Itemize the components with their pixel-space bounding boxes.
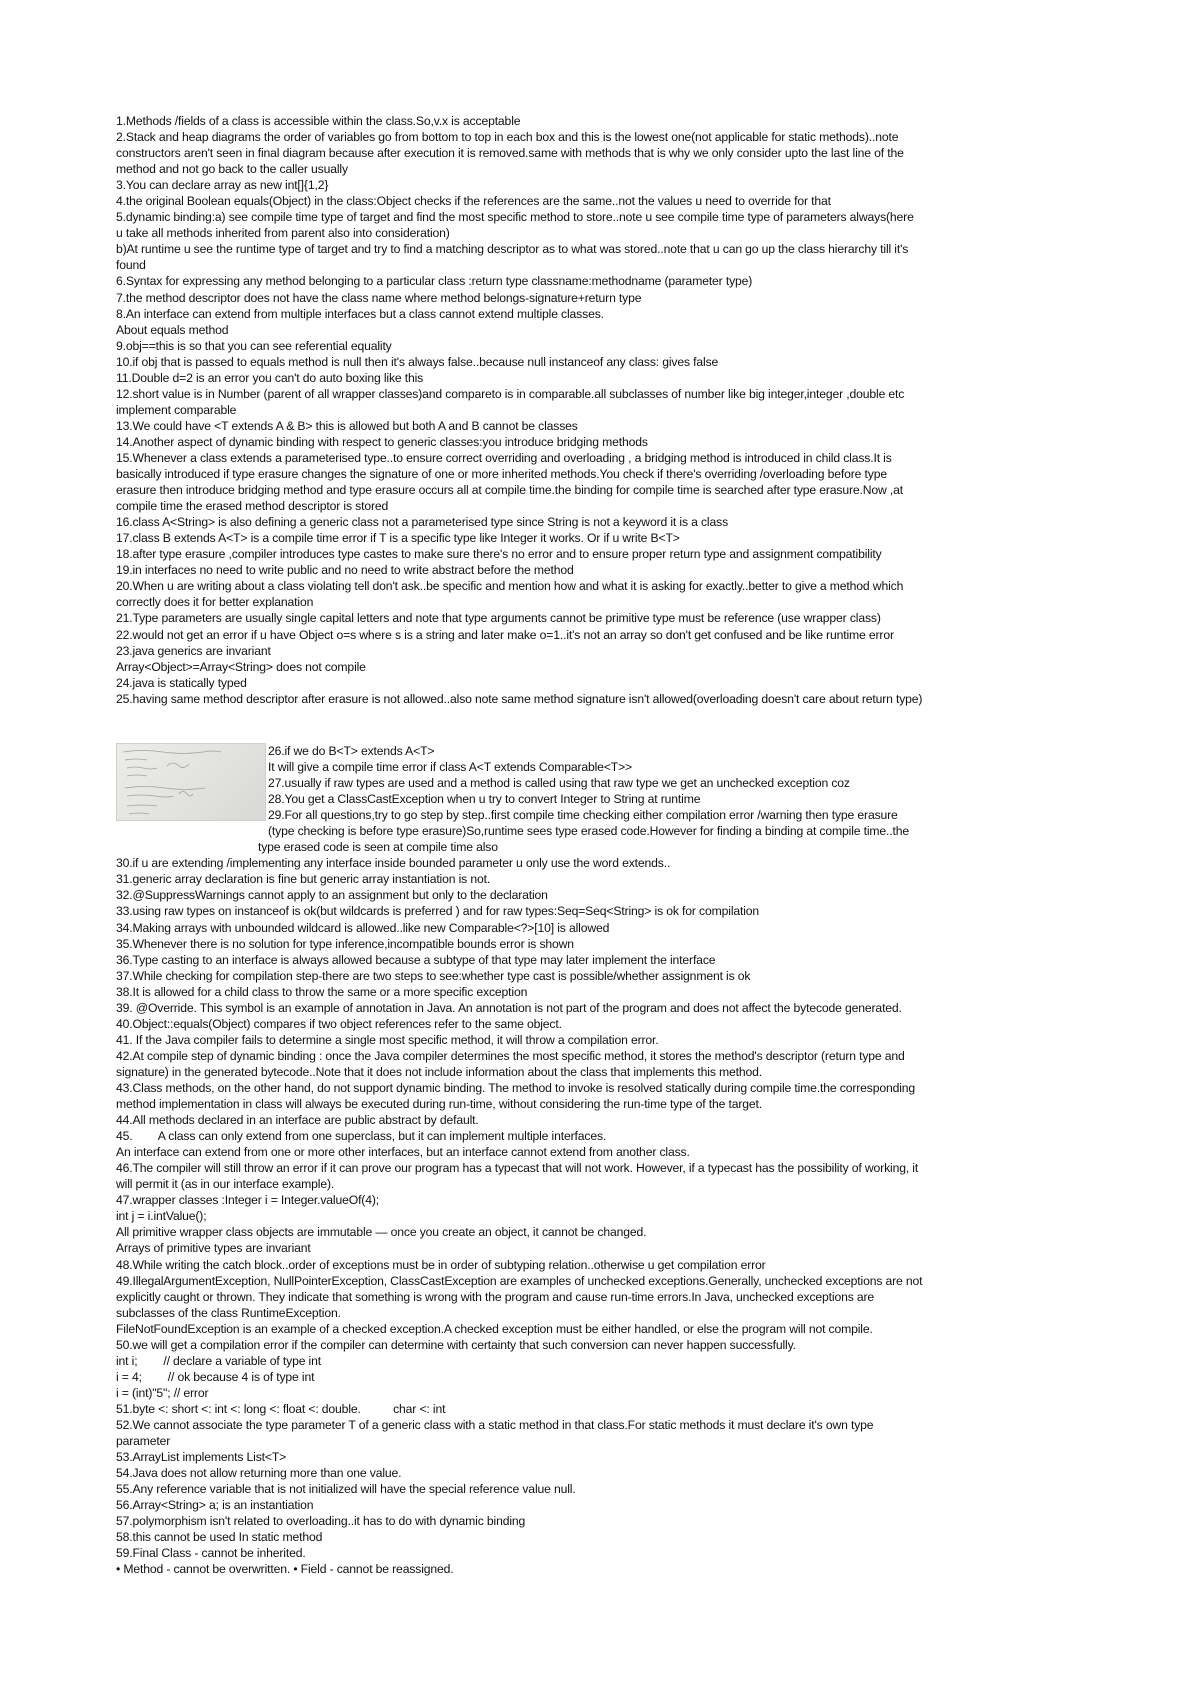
note-line: 27.usually if raw types are used and a method is called using that raw type we get an unchecked exception coz (268, 776, 850, 791)
note-line: 19.in interfaces no need to write public and no need to write abstract before the method (116, 563, 574, 578)
note-line: 41. If the Java compiler fails to determine a single most specific method, it will throw a compilation error. (116, 1032, 659, 1047)
note-line: int j = i.intValue(); (116, 1209, 207, 1224)
note-line: type erased code is seen at compile time also (258, 840, 498, 855)
note-line: 53.ArrayList implements List<T> (116, 1450, 287, 1465)
note-line: will permit it (as in our interface example). (116, 1177, 335, 1192)
note-heading: About equals method (116, 322, 229, 337)
note-line: 34.Making arrays with unbounded wildcard is allowed..like new Comparable<?>[10] is allowed (116, 920, 610, 935)
note-line: 8.An interface can extend from multiple interfaces but a class cannot extend multiple classes. (116, 306, 604, 321)
note-line: subclasses of the class RuntimeException. (116, 1305, 341, 1320)
note-line: signature) in the generated bytecode..Note that it does not include information about the class that implements this method. (116, 1064, 763, 1079)
note-line: 15.Whenever a class extends a parameterised type..to ensure correct overriding and overloading , a bridging method is introduced in child class.It is (116, 450, 892, 465)
note-line: 24.java is statically typed (116, 675, 247, 690)
note-line: 12.short value is in Number (parent of all wrapper classes)and compareto is in comparable.all subclasses of number like big integer,integer ,double etc (116, 386, 905, 401)
notes-block-1 (116, 113, 1088, 707)
note-line: 49.IllegalArgumentException, NullPointerException, ClassCastException are examples of unchecked exceptions.Generally, unchecked exceptions are not (116, 1273, 923, 1288)
note-line: 32.@SuppressWarnings cannot apply to an assignment but only to the declaration (116, 888, 548, 903)
note-line: constructors aren't seen in final diagram because after execution it is removed.same with methods that is why we only consider upto the last line of the (116, 146, 904, 161)
note-line: 50.we will get a compilation error if the compiler can determine with certainty that such conversion can never happen successfully. (116, 1337, 796, 1352)
note-line: 2.Stack and heap diagrams the order of variables go from bottom to top in each box and this is the lowest one(not applicable for static methods)..note (116, 130, 899, 145)
note-line: implement comparable (116, 402, 237, 417)
note-line: 51.byte <: short <: int <: long <: float <: double. char <: int (116, 1401, 446, 1416)
code-line: int i; // declare a variable of type int (116, 1353, 321, 1368)
note-line: 26.if we do B<T> extends A<T> (268, 744, 435, 758)
note-line: explicitly caught or thrown. They indicate that something is wrong with the program and cause run-time errors.In Java, unchecked exceptions are (116, 1289, 875, 1304)
note-line: 43.Class methods, on the other hand, do not support dynamic binding. The method to invoke is resolved statically during compile time.the corresponding (116, 1080, 916, 1095)
note-line: 25.having same method descriptor after erasure is not allowed..also note same method signature isn't allowed(overloading doesn't care about return type) (116, 691, 923, 706)
note-line: 35.Whenever there is no solution for type inference,incompatible bounds error is shown (116, 936, 574, 951)
note-line: parameter (116, 1434, 171, 1449)
note-line: 22.would not get an error if u have Object o=s where s is a string and later make o=1..it's not an array so don't get confused and be like runtime error (116, 627, 894, 642)
note-line: FileNotFoundException is an example of a checked exception.A checked exception must be either handled, or else the program will not compile. (116, 1321, 873, 1336)
note-line: 11.Double d=2 is an error you can't do auto boxing like this (116, 370, 424, 385)
note-line: 52.We cannot associate the type parameter T of a generic class with a static method in that class.For static methods it must declare it's own type (116, 1417, 874, 1432)
note-line: 3.You can declare array as new int[]{1,2} (116, 178, 329, 193)
note-line: 10.if obj that is passed to equals method is null then it's always false..because null instanceof any class: gives false (116, 354, 719, 369)
note-line: 45. A class can only extend from one superclass, but it can implement multiple interfaces. (116, 1129, 607, 1144)
note-line: 38.It is allowed for a child class to throw the same or a more specific exception (116, 984, 528, 999)
note-line: 56.Array<String> a; is an instantiation (116, 1498, 314, 1513)
note-line: 18.after type erasure ,compiler introduces type castes to make sure there's no error and to ensure proper return type and assignment compatibility (116, 547, 882, 562)
note-line: 5.dynamic binding:a) see compile time type of target and find the most specific method to store..note u see compile time type of parameters always(here (116, 210, 914, 225)
note-line: 13.We could have <T extends A & B> this is allowed but both A and B cannot be classes (116, 418, 578, 433)
note-line: Array<Object>=Array<String> does not compile (116, 659, 366, 674)
note-line: An interface can extend from one or more other interfaces, but an interface cannot extend from another class. (116, 1145, 690, 1160)
note-line: 31.generic array declaration is fine but generic array instantiation is not. (116, 872, 491, 887)
note-line: 20.When u are writing about a class violating tell don't ask..be specific and mention how and what it is asking for exactly..better to give a method which (116, 579, 904, 594)
note-line: 6.Syntax for expressing any method belonging to a particular class :return type classname:methodname (parameter type) (116, 274, 753, 289)
note-line: method implementation in class will always be executed during run-time, without considering the run-time type of the target. (116, 1097, 762, 1112)
notes-block-2 (116, 743, 1088, 1577)
note-line: u take all methods inherited from parent also into consideration) (116, 226, 450, 241)
note-line: 58.this cannot be used In static method (116, 1530, 323, 1545)
note-line: compile time the erased method descriptor is stored (116, 499, 389, 514)
note-line: (type checking is before type erasure)So,runtime sees type erased code.However for finding a binding at compile time..the (268, 824, 909, 839)
note-line: basically introduced if type erasure changes the signature of one or more inherited methods.You check if there's overriding /overloading before type (116, 467, 887, 482)
note-line: 46.The compiler will still throw an error if it can prove our program has a typecast that will not work. However, if a typecast has the possibility of working, it (116, 1161, 919, 1176)
note-line: 48.While writing the catch block..order of exceptions must be in order of subtyping relation..otherwise u get compilation error (116, 1257, 766, 1272)
note-line: It will give a compile time error if class A<T extends Comparable<T>> (268, 760, 633, 775)
note-line: 21.Type parameters are usually single capital letters and note that type arguments cannot be primitive type must be reference (use wrapper class) (116, 611, 881, 626)
note-line: • Method - cannot be overwritten. • Field - cannot be reassigned. (116, 1562, 454, 1577)
note-line: 36.Type casting to an interface is always allowed because a subtype of that type may later implement the interface (116, 952, 716, 967)
note-line: 1.Methods /fields of a class is accessible within the class.So,v.x is acceptable (116, 114, 521, 128)
note-line: 44.All methods declared in an interface are public abstract by default. (116, 1113, 479, 1128)
note-line: 39. @Override. This symbol is an example of annotation in Java. An annotation is not part of the program and does not affect the bytecode generated. (116, 1000, 902, 1015)
note-line: erasure then introduce bridging method and type erasure occurs all at compile time.the binding for compile time is searched after type erasure.Now ,at (116, 483, 904, 498)
note-line: b)At runtime u see the runtime type of target and try to find a matching descriptor as to what was stored..note that u can go up the class hierarchy till it's (116, 242, 909, 257)
note-line: 30.if u are extending /implementing any interface inside bounded parameter u only use the word extends.. (116, 856, 671, 871)
note-line: 9.obj==this is so that you can see referential equality (116, 338, 392, 353)
note-line: method and not go back to the caller usually (116, 162, 348, 177)
note-line: 57.polymorphism isn't related to overloading..it has to do with dynamic binding (116, 1514, 526, 1529)
note-line: 42.At compile step of dynamic binding : once the Java compiler determines the most specific method, it stores the method's descriptor (return type and (116, 1048, 905, 1063)
note-line: correctly does it for better explanation (116, 595, 314, 610)
note-line: 23.java generics are invariant (116, 643, 271, 658)
note-line: All primitive wrapper class objects are immutable — once you create an object, it cannot be changed. (116, 1225, 647, 1240)
note-line: 40.Object::equals(Object) compares if two object references refer to the same object. (116, 1016, 562, 1031)
note-line: 29.For all questions,try to go step by step..first compile time checking either compilation error /warning then type erasure (268, 808, 898, 823)
note-line: 4.the original Boolean equals(Object) in the class:Object checks if the references are the same..not the values u need to override for that (116, 194, 831, 209)
note-line: 55.Any reference variable that is not initialized will have the special reference value null. (116, 1482, 576, 1497)
note-line: 33.using raw types on instanceof is ok(but wildcards is preferred ) and for raw types:Seq=Seq<String> is ok for compilation (116, 904, 760, 919)
code-line: i = (int)"5"; // error (116, 1385, 209, 1400)
note-line: 54.Java does not allow returning more than one value. (116, 1466, 402, 1481)
note-line: 37.While checking for compilation step-there are two steps to see:whether type cast is possible/whether assignment is ok (116, 968, 751, 983)
note-line: 14.Another aspect of dynamic binding with respect to generic classes:you introduce bridging methods (116, 434, 648, 449)
note-line: found (116, 258, 146, 273)
note-line: 17.class B extends A<T> is a compile time error if T is a specific type like Integer it works. Or if u write B<T> (116, 531, 680, 546)
note-line: 28.You get a ClassCastException when u try to convert Integer to String at runtime (268, 792, 701, 807)
code-line: i = 4; // ok because 4 is of type int (116, 1369, 315, 1384)
note-line: 59.Final Class - cannot be inherited. (116, 1546, 306, 1561)
note-line: Arrays of primitive types are invariant (116, 1241, 311, 1256)
note-line: 16.class A<String> is also defining a generic class not a parameterised type since String is not a keyword it is a class (116, 515, 729, 530)
note-line: 47.wrapper classes :Integer i = Integer.valueOf(4); (116, 1193, 379, 1208)
note-line: 7.the method descriptor does not have the class name where method belongs-signature+return type (116, 290, 642, 305)
